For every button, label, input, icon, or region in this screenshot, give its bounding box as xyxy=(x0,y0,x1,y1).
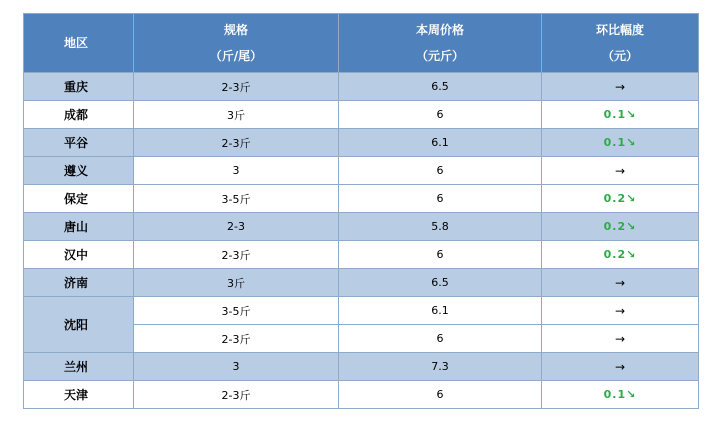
price-table xyxy=(23,13,699,409)
price-cell: 6.1 xyxy=(339,129,542,157)
change-down-value: 0.2↘ xyxy=(603,192,637,205)
header-price xyxy=(339,14,542,73)
spec-cell: 3 xyxy=(134,157,339,185)
spec-cell: 3 xyxy=(134,353,339,381)
spec-cell: 2-3斤 xyxy=(134,325,339,353)
price-cell: 6 xyxy=(339,381,542,409)
region-cell: 成都 xyxy=(24,101,134,129)
flat-arrow-icon: → xyxy=(614,275,626,290)
price-cell: 6.5 xyxy=(339,269,542,297)
region-cell: 汉中 xyxy=(24,241,134,269)
change-cell xyxy=(542,73,699,101)
region-cell: 唐山 xyxy=(24,213,134,241)
header-change-unit: （元） xyxy=(601,49,638,63)
change-cell xyxy=(542,213,699,241)
flat-arrow-icon: → xyxy=(614,163,626,178)
change-down-value: 0.1↘ xyxy=(603,108,637,121)
flat-arrow-icon: → xyxy=(614,331,626,346)
price-cell: 6 xyxy=(339,101,542,129)
table-header-row xyxy=(24,14,699,73)
table-row xyxy=(24,353,699,381)
change-cell xyxy=(542,297,699,325)
change-cell xyxy=(542,241,699,269)
region-cell: 沈阳 xyxy=(24,297,134,353)
header-price-title: 本周价格 xyxy=(415,23,464,37)
price-cell: 6.1 xyxy=(339,297,542,325)
table-row xyxy=(24,185,699,213)
change-cell xyxy=(542,325,699,353)
change-cell xyxy=(542,101,699,129)
spec-cell: 2-3 xyxy=(134,213,339,241)
spec-cell: 3斤 xyxy=(134,101,339,129)
flat-arrow-icon: → xyxy=(614,79,626,94)
spec-cell: 3-5斤 xyxy=(134,185,339,213)
spec-cell: 2-3斤 xyxy=(134,73,339,101)
spec-cell: 3-5斤 xyxy=(134,297,339,325)
table-row xyxy=(24,213,699,241)
table-row xyxy=(24,241,699,269)
spec-cell: 3斤 xyxy=(134,269,339,297)
header-spec xyxy=(134,14,339,73)
spec-cell: 2-3斤 xyxy=(134,241,339,269)
change-cell xyxy=(542,269,699,297)
change-down-value: 0.2↘ xyxy=(603,248,637,261)
region-cell: 天津 xyxy=(24,381,134,409)
price-cell: 6 xyxy=(339,325,542,353)
change-cell xyxy=(542,157,699,185)
region-cell: 保定 xyxy=(24,185,134,213)
table-row xyxy=(24,73,699,101)
price-cell: 6 xyxy=(339,185,542,213)
table-row xyxy=(24,129,699,157)
region-cell: 兰州 xyxy=(24,353,134,381)
flat-arrow-icon: → xyxy=(614,359,626,374)
change-down-value: 0.1↘ xyxy=(603,136,637,149)
header-price-unit: （元斤） xyxy=(415,49,464,63)
region-cell: 遵义 xyxy=(24,157,134,185)
price-cell: 7.3 xyxy=(339,353,542,381)
change-cell xyxy=(542,129,699,157)
region-cell: 平谷 xyxy=(24,129,134,157)
flat-arrow-icon: → xyxy=(614,303,626,318)
header-spec-title: 规格 xyxy=(223,23,248,37)
region-cell: 济南 xyxy=(24,269,134,297)
header-region: 地区 xyxy=(24,14,134,73)
spec-cell: 2-3斤 xyxy=(134,381,339,409)
spec-cell: 2-3斤 xyxy=(134,129,339,157)
change-cell xyxy=(542,381,699,409)
header-change xyxy=(542,14,699,73)
change-cell xyxy=(542,185,699,213)
table-row xyxy=(24,157,699,185)
table-row xyxy=(24,381,699,409)
change-down-value: 0.1↘ xyxy=(603,388,637,401)
price-cell: 5.8 xyxy=(339,213,542,241)
change-down-value: 0.2↘ xyxy=(603,220,637,233)
table-row xyxy=(24,101,699,129)
header-change-title: 环比幅度 xyxy=(595,23,644,37)
price-cell: 6 xyxy=(339,241,542,269)
table-row xyxy=(24,297,699,325)
table-row xyxy=(24,269,699,297)
price-cell: 6.5 xyxy=(339,73,542,101)
price-cell: 6 xyxy=(339,157,542,185)
header-spec-unit: （斤/尾） xyxy=(209,49,263,63)
change-cell xyxy=(542,353,699,381)
region-cell: 重庆 xyxy=(24,73,134,101)
